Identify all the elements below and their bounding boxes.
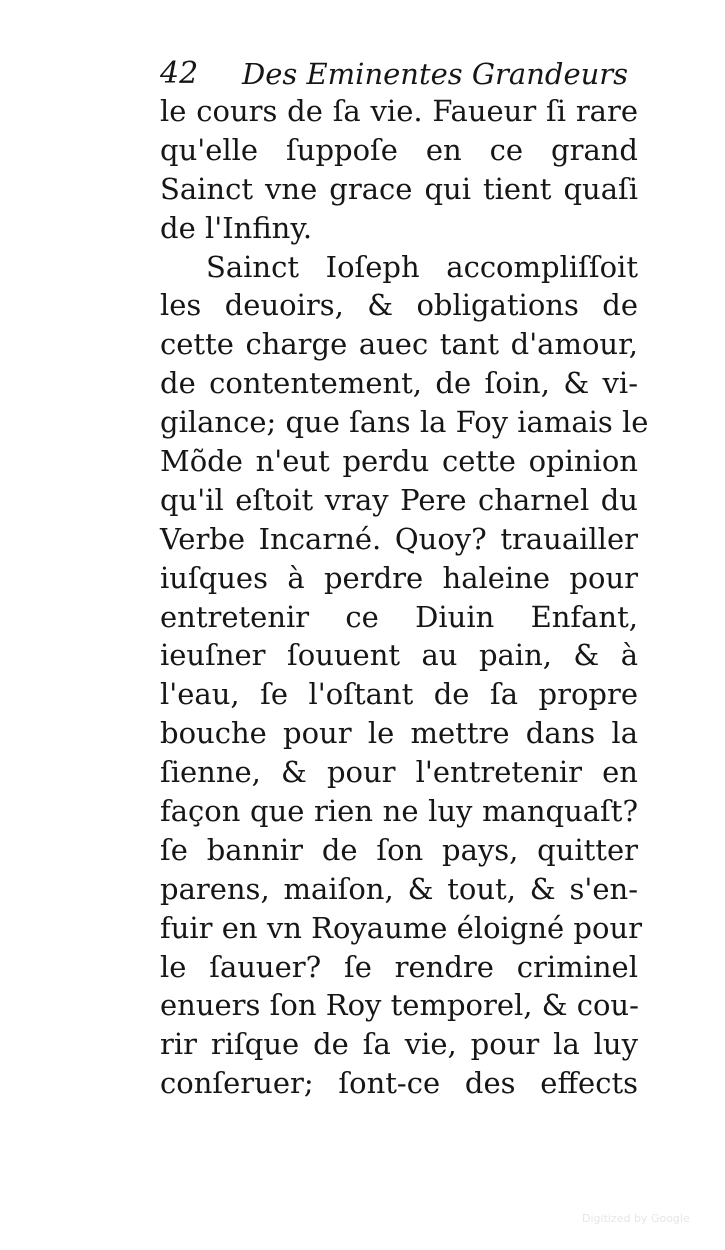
text-line: le cours de ſa vie. Faueur ſi rare	[160, 94, 638, 128]
page-header	[160, 52, 629, 96]
text-line: bouche pour le mettre dans la	[160, 716, 638, 751]
watermark: Digitized by Google	[582, 1212, 690, 1225]
text-line: Verbe Incarné. Quoy? trauailler	[160, 521, 638, 556]
text-line: l'eau, ſe l'oſtant de ſa propre	[160, 677, 638, 712]
body-text	[160, 92, 649, 1103]
text-line: ieuſner ſouuent au pain, & à	[160, 638, 638, 673]
text-line: Sainct Ioſeph accompliſſoit	[206, 249, 638, 284]
text-line: ſe bannir de ſon pays, quitter	[160, 832, 638, 867]
text-line: rir riſque de ſa vie, pour la luy	[160, 1027, 638, 1062]
text-line: parens, maiſon, & tout, & s'en-	[160, 871, 638, 906]
text-line: ſienne, & pour l'entretenir en	[160, 755, 638, 790]
text-line: iuſques à perdre haleine pour	[160, 560, 638, 595]
text-line: enuers ſon Roy temporel, & cou-	[160, 988, 639, 1023]
text-line: qu'il eſtoit vray Pere charnel du	[160, 482, 638, 517]
text-line: de contentement, de ſoin, & vi-	[160, 366, 638, 401]
text-line: entretenir ce Diuin Enfant,	[160, 599, 638, 634]
page-number: 42	[160, 56, 199, 91]
text-line: les deuoirs, & obligations de	[160, 288, 638, 323]
text-line: le ſauuer? ſe rendre criminel	[160, 949, 638, 984]
text-line: Sainct vne grace qui tient quaſi	[160, 171, 638, 206]
text-line: fuir en vn Royaume éloigné pour	[160, 910, 642, 945]
text-line: façon que rien ne luy manquaſt?	[160, 794, 638, 829]
text-line: Mõde n'eut perdu cette opinion	[160, 444, 638, 479]
text-line: qu'elle ſuppoſe en ce grand	[160, 132, 638, 167]
running-title: Des Eminentes Grandeurs	[242, 57, 629, 91]
text-line: de l'Infiny.	[160, 210, 313, 245]
text-line: gilance; que ſans la Foy iamais le	[160, 405, 649, 440]
text-line: cette charge auec tant d'amour,	[160, 327, 638, 362]
text-line: conſeruer; ſont-ce des effects	[160, 1066, 638, 1101]
